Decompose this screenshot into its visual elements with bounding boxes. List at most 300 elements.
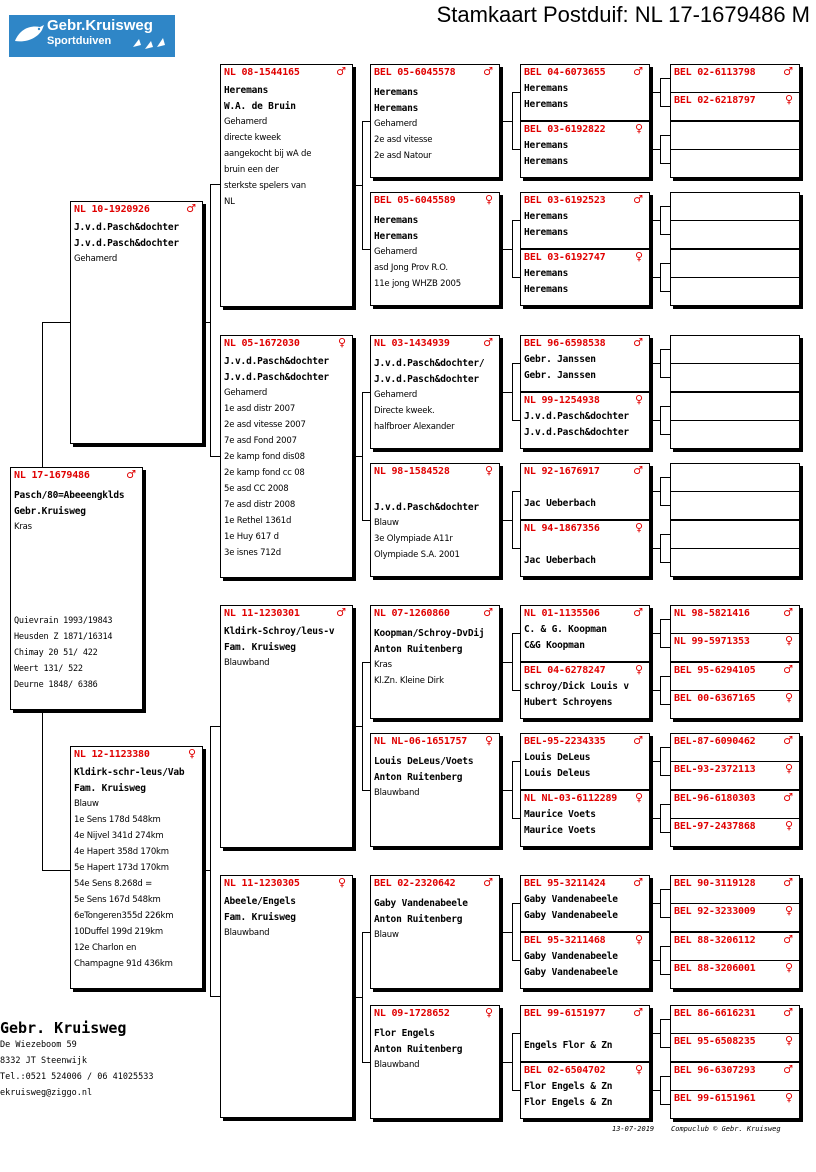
connector-line	[650, 1090, 660, 1091]
sex-icon: ♂	[633, 336, 643, 349]
connector-line	[362, 662, 363, 790]
flock-icon	[131, 35, 171, 53]
pigeon-card-g6-7[interactable]	[670, 277, 800, 306]
pigeon-card-fmf[interactable]	[370, 335, 500, 449]
breeder-name: Gebr. Janssen	[524, 354, 596, 365]
connector-line	[362, 520, 370, 521]
connector-line	[660, 1047, 670, 1048]
breeder-name: J.v.d.Pasch&dochter	[74, 238, 179, 249]
connector-line	[362, 121, 363, 249]
pigeon-card-g6-1[interactable]	[670, 92, 800, 121]
sex-icon: ♂	[633, 464, 643, 477]
ring-number: BEL 99-6151977	[524, 1008, 606, 1019]
connector-line	[500, 121, 512, 122]
connector-line	[512, 1033, 520, 1034]
sex-icon: ♂	[783, 1063, 793, 1076]
ring-number: NL 05-1672030	[224, 338, 300, 349]
connector-line	[660, 434, 670, 435]
sex-icon: ♀	[634, 521, 643, 534]
ring-number: BEL 88-3206112	[674, 935, 756, 946]
breeder-name: J.v.d.Pasch&dochter/	[374, 358, 485, 369]
pigeon-card-g5-5[interactable]	[520, 392, 650, 449]
sex-icon: ♂	[783, 734, 793, 747]
connector-line	[660, 889, 661, 917]
pigeon-card-f[interactable]	[70, 201, 203, 444]
connector-line	[660, 917, 670, 918]
connector-line	[660, 619, 670, 620]
connector-line	[353, 456, 362, 457]
ring-number: NL 99-1254938	[524, 395, 600, 406]
pigeon-card-mfm[interactable]	[370, 733, 500, 847]
breeder-name: Heremans	[524, 211, 569, 222]
pigeon-card-g6-8[interactable]	[670, 335, 800, 364]
info-line: 1e Sens 178d 548km	[74, 815, 161, 825]
pigeon-card-g6-19[interactable]	[670, 690, 800, 719]
ring-number: BEL-87-6090462	[674, 736, 756, 747]
info-line: NL	[224, 197, 235, 207]
ring-number: NL 98-5821416	[674, 608, 750, 619]
pigeon-card-g6-11[interactable]	[670, 420, 800, 449]
ring-number: BEL 03-6192822	[524, 124, 606, 135]
pigeon-card-g6-18[interactable]	[670, 662, 800, 691]
info-line: Kl.Zn. Kleine Dirk	[374, 676, 444, 686]
ring-number: BEL-93-2372113	[674, 764, 756, 775]
pigeon-card-mm[interactable]	[220, 875, 353, 1118]
pigeon-card-g5-13[interactable]	[520, 932, 650, 989]
connector-line	[660, 534, 670, 535]
sex-icon: ♂	[336, 606, 346, 619]
connector-line	[660, 263, 661, 291]
ring-number: BEL 99-6151961	[674, 1093, 756, 1104]
logo-subtitle: Sportduiven	[47, 35, 112, 47]
connector-line	[660, 78, 670, 79]
connector-line	[362, 790, 370, 791]
breeder-name: Gebr. Janssen	[524, 370, 596, 381]
connector-line	[353, 726, 362, 727]
info-line: 7e asd Fond 2007	[224, 436, 297, 446]
sex-icon: ♀	[484, 734, 493, 747]
connector-line	[210, 184, 211, 456]
connector-line	[512, 220, 520, 221]
info-line: 12e Charlon en	[74, 943, 137, 953]
ring-number: BEL 86-6616231	[674, 1008, 756, 1019]
info-line: 3e Olympiade A11r	[374, 534, 453, 544]
breeder-name: Heremans	[374, 87, 419, 98]
breeder-name: Gaby Vandenabeele	[524, 967, 618, 978]
connector-line	[660, 234, 670, 235]
pigeon-card-g6-24[interactable]	[670, 875, 800, 904]
ring-number: BEL 96-6598538	[524, 338, 606, 349]
connector-line	[362, 121, 370, 122]
connector-line	[650, 903, 660, 904]
connector-line	[660, 619, 661, 647]
info-line: Blauw	[74, 799, 99, 809]
sex-icon: ♀	[784, 961, 793, 974]
connector-line	[210, 184, 220, 185]
pigeon-card-g5-2[interactable]	[520, 192, 650, 249]
breeder-name: Heremans	[374, 103, 419, 114]
pigeon-card-g5-4[interactable]	[520, 335, 650, 392]
owner-address-1: De Wiezeboom 59	[0, 1040, 77, 1050]
owner-block	[0, 1019, 154, 1101]
connector-line	[353, 997, 362, 998]
owner-email[interactable]: ekruisweg@ziggo.nl	[0, 1088, 93, 1098]
connector-line	[210, 726, 220, 727]
sex-icon: ♀	[634, 663, 643, 676]
sex-icon: ♂	[483, 876, 493, 889]
ring-number: NL 03-1434939	[374, 338, 450, 349]
ring-number: BEL-97-2437868	[674, 821, 756, 832]
connector-line	[660, 889, 670, 890]
connector-line	[512, 903, 513, 960]
connector-line	[660, 263, 670, 264]
pigeon-card-fmm[interactable]	[370, 463, 500, 577]
pigeon-card-g6-16[interactable]	[670, 605, 800, 634]
sex-icon: ♂	[633, 734, 643, 747]
connector-line	[650, 548, 660, 549]
breeder-name: Heremans	[224, 85, 269, 96]
pigeon-card-g5-3[interactable]	[520, 249, 650, 306]
connector-line	[500, 249, 512, 250]
connector-line	[512, 690, 520, 691]
pigeon-card-g5-11[interactable]	[520, 790, 650, 847]
pigeon-card-g6-10[interactable]	[670, 392, 800, 421]
print-footer	[612, 1125, 781, 1133]
sex-icon: ♂	[483, 65, 493, 78]
sex-icon: ♂	[783, 606, 793, 619]
connector-line	[660, 974, 670, 975]
pigeon-card-g6-23[interactable]	[670, 818, 800, 847]
connector-line	[42, 322, 70, 323]
connector-line	[660, 946, 661, 974]
pigeon-card-g6-15[interactable]	[670, 548, 800, 577]
connector-line	[660, 291, 670, 292]
connector-line	[362, 1062, 370, 1063]
sex-icon: ♂	[633, 193, 643, 206]
breeder-name: J.v.d.Pasch&dochter	[224, 372, 329, 383]
breeder-name: Flor Engels & Zn	[524, 1097, 613, 1108]
pigeon-card-g6-0[interactable]	[670, 64, 800, 93]
pigeon-card-g5-15[interactable]	[520, 1062, 650, 1119]
breeder-name: Louis DeLeus	[524, 752, 591, 763]
connector-line	[660, 1076, 661, 1104]
connector-line	[362, 392, 370, 393]
ring-number: NL 09-1728652	[374, 1008, 450, 1019]
connector-line	[650, 818, 660, 819]
connector-line	[650, 220, 660, 221]
breeder-name: Heremans	[374, 231, 419, 242]
info-line: 1e asd distr 2007	[224, 404, 296, 414]
info-line: aangekocht bij wA de	[224, 149, 312, 159]
connector-line	[512, 92, 513, 149]
breeder-name: Anton Ruitenberg	[374, 772, 463, 783]
sex-icon: ♂	[783, 933, 793, 946]
ring-number: NL 10-1920926	[74, 204, 150, 215]
connector-line	[660, 1019, 661, 1047]
info-line: 1e Rethel 1361d	[224, 516, 292, 526]
breeder-name: Maurice Voets	[524, 825, 596, 836]
ring-number: BEL 95-3211424	[524, 878, 606, 889]
breeder-name: Gebr.Kruisweg	[14, 506, 86, 517]
pigeon-card-g6-3[interactable]	[670, 149, 800, 178]
ring-number: BEL 05-6045589	[374, 195, 456, 206]
pigeon-card-g5-6[interactable]	[520, 463, 650, 520]
connector-line	[362, 249, 370, 250]
info-line: 5e Hapert 173d 170km	[74, 863, 169, 873]
connector-line	[362, 932, 363, 1062]
connector-line	[650, 277, 660, 278]
connector-line	[650, 363, 660, 364]
breeder-name: C&G Koopman	[524, 640, 585, 651]
pigeon-card-ff[interactable]	[220, 64, 353, 307]
connector-line	[660, 106, 670, 107]
info-line: Directe kweek.	[374, 406, 435, 416]
connector-line	[660, 406, 670, 407]
pigeon-card-g5-8[interactable]	[520, 605, 650, 662]
breeder-name: Heremans	[524, 83, 569, 94]
sex-icon: ♂	[483, 606, 493, 619]
breeder-name: J.v.d.Pasch&dochter	[74, 222, 179, 233]
breeder-name: Fam. Kruisweg	[74, 783, 146, 794]
breeder-name: J.v.d.Pasch&dochter	[524, 411, 629, 422]
sex-icon: ♂	[633, 1006, 643, 1019]
breeder-name: Flor Engels	[374, 1028, 435, 1039]
info-line: Gehamerd	[224, 388, 268, 398]
info-line: asd Jong Prov R.O.	[374, 263, 448, 273]
pigeon-card-g6-9[interactable]	[670, 363, 800, 392]
pigeon-card-g6-25[interactable]	[670, 903, 800, 932]
connector-line	[660, 1076, 670, 1077]
pigeon-card-g5-7[interactable]	[520, 520, 650, 577]
pigeon-card-g6-26[interactable]	[670, 932, 800, 961]
connector-line	[203, 870, 210, 871]
connector-line	[42, 710, 43, 870]
connector-line	[660, 1104, 670, 1105]
sex-icon: ♂	[783, 65, 793, 78]
ring-number: BEL 95-6294105	[674, 665, 756, 676]
sex-icon: ♀	[784, 819, 793, 832]
page-title: Stamkaart Postduif: NL 17-1679486 M	[436, 2, 810, 27]
breeder-name: Kldirk-Schroy/leus-v	[224, 626, 335, 637]
pigeon-card-g6-22[interactable]	[670, 790, 800, 819]
logo-title: Gebr.Kruisweg	[47, 17, 153, 34]
sex-icon: ♂	[783, 876, 793, 889]
breeder-name: Fam. Kruisweg	[224, 642, 296, 653]
info-line: 2e asd vitesse 2007	[224, 420, 306, 430]
race-result: Chimay 20 51/ 422	[14, 648, 98, 658]
connector-line	[42, 322, 43, 467]
breeder-name: Jac Ueberbach	[524, 555, 596, 566]
sex-icon: ♂	[483, 336, 493, 349]
breeder-name: Abeele/Engels	[224, 896, 296, 907]
sex-icon: ♂	[336, 65, 346, 78]
pigeon-card-g6-13[interactable]	[670, 491, 800, 520]
pigeon-card-g5-12[interactable]	[520, 875, 650, 932]
connector-line	[660, 206, 670, 207]
pigeon-card-g6-30[interactable]	[670, 1062, 800, 1091]
info-line: 3e isnes 712d	[224, 548, 281, 558]
ring-number: NL 08-1544165	[224, 67, 300, 78]
pigeon-card-mf[interactable]	[220, 605, 353, 848]
connector-line	[500, 932, 512, 933]
connector-line	[650, 1033, 660, 1034]
sex-icon: ♂	[186, 202, 196, 215]
ring-number: BEL 02-6504702	[524, 1065, 606, 1076]
connector-line	[512, 220, 513, 277]
info-line: Blauwband	[224, 658, 270, 668]
connector-line	[210, 726, 211, 997]
info-line: Gehamerd	[374, 247, 418, 257]
ring-number: BEL 88-3206001	[674, 963, 756, 974]
connector-line	[500, 662, 512, 663]
pigeon-card-g5-10[interactable]	[520, 733, 650, 790]
connector-line	[500, 520, 512, 521]
connector-line	[660, 562, 670, 563]
sex-icon: ♀	[634, 122, 643, 135]
sex-icon: ♀	[634, 1063, 643, 1076]
pigeon-card-g6-31[interactable]	[670, 1090, 800, 1119]
breeder-name: Heremans	[524, 227, 569, 238]
connector-line	[660, 804, 670, 805]
sex-icon: ♂	[633, 65, 643, 78]
pigeon-card-g6-14[interactable]	[670, 520, 800, 549]
info-line: bruin een der	[224, 165, 279, 175]
info-line: Kras	[374, 660, 392, 670]
ring-number: BEL 05-6045578	[374, 67, 456, 78]
breeder-name: Pasch/80=Abeeengklds	[14, 490, 125, 501]
pigeon-card-mmm[interactable]	[370, 1005, 500, 1119]
pigeon-card-g5-9[interactable]	[520, 662, 650, 719]
pigeon-card-g6-17[interactable]	[670, 633, 800, 662]
ring-number: BEL 03-6192747	[524, 252, 606, 263]
ring-number: BEL 04-6278247	[524, 665, 606, 676]
info-line: 2e asd vitesse	[374, 135, 433, 145]
race-result: Quievrain 1993/19843	[14, 616, 113, 626]
sex-icon: ♀	[784, 1091, 793, 1104]
connector-line	[42, 870, 70, 871]
connector-line	[353, 185, 362, 186]
connector-line	[650, 960, 660, 961]
connector-line	[660, 704, 670, 705]
info-line: directe kweek	[224, 133, 281, 143]
pigeon-card-g6-2[interactable]	[670, 121, 800, 150]
ring-number: BEL-95-2234335	[524, 736, 606, 747]
breeder-name: Fam. Kruisweg	[224, 912, 296, 923]
info-line: 7e asd distr 2008	[224, 500, 296, 510]
pigeon-card-fm[interactable]	[220, 335, 353, 578]
connector-line	[660, 477, 670, 478]
pigeon-card-g6-4[interactable]	[670, 192, 800, 221]
ring-number: BEL 95-6508235	[674, 1036, 756, 1047]
info-line: 2e kamp fond cc 08	[224, 468, 305, 478]
connector-line	[660, 135, 670, 136]
breeder-name: Heremans	[524, 140, 569, 151]
pigeon-card-mff[interactable]	[370, 605, 500, 719]
sex-icon: ♀	[187, 747, 196, 760]
pigeon-card-g6-5[interactable]	[670, 220, 800, 249]
ring-number: NL 12-1123380	[74, 749, 150, 760]
connector-line	[660, 647, 670, 648]
sex-icon: ♂	[633, 876, 643, 889]
connector-line	[512, 548, 520, 549]
breeder-name: Anton Ruitenberg	[374, 914, 463, 925]
club-logo	[9, 15, 175, 57]
race-result: Weert 131/ 522	[14, 664, 83, 674]
connector-line	[660, 377, 670, 378]
ring-number: NL 11-1230305	[224, 878, 300, 889]
info-line: Gehamerd	[374, 119, 418, 129]
connector-line	[512, 633, 513, 690]
breeder-name: Gaby Vandenabeele	[524, 951, 618, 962]
connector-line	[660, 534, 661, 562]
breeder-name: Heremans	[524, 268, 569, 279]
connector-line	[660, 747, 670, 748]
connector-line	[650, 491, 660, 492]
pigeon-card-g6-21[interactable]	[670, 761, 800, 790]
ring-number: BEL 95-3211468	[524, 935, 606, 946]
sex-icon: ♀	[634, 933, 643, 946]
connector-line	[512, 761, 513, 818]
info-line: 6eTongeren355d 226km	[74, 911, 174, 921]
info-line: Blauwband	[374, 1060, 420, 1070]
ring-number: NL 11-1230301	[224, 608, 300, 619]
owner-phone: Tel.:0521 524006 / 06 41025533	[0, 1072, 154, 1082]
breeder-name: Gaby Vandenabeele	[524, 894, 618, 905]
sex-icon: ♀	[484, 193, 493, 206]
pigeon-card-ffm[interactable]	[370, 192, 500, 306]
sex-icon: ♂	[783, 1006, 793, 1019]
pigeon-card-g6-28[interactable]	[670, 1005, 800, 1034]
ring-number: NL NL-03-6112289	[524, 793, 618, 804]
pigeon-card-g6-6[interactable]	[670, 249, 800, 278]
connector-line	[512, 420, 520, 421]
connector-line	[210, 996, 220, 997]
pigeon-card-g6-29[interactable]	[670, 1033, 800, 1062]
info-line: 5e Sens 167d 548km	[74, 895, 161, 905]
pigeon-card-fff[interactable]	[370, 64, 500, 178]
connector-line	[512, 818, 520, 819]
breeder-name: Heremans	[524, 156, 569, 167]
connector-line	[500, 1062, 512, 1063]
sex-icon: ♀	[784, 762, 793, 775]
sex-icon: ♀	[784, 634, 793, 647]
pigeon-card-m[interactable]	[70, 746, 203, 989]
pigeon-card-g5-1[interactable]	[520, 121, 650, 178]
connector-line	[660, 477, 661, 505]
pigeon-card-g5-0[interactable]	[520, 64, 650, 121]
pigeon-card-subject[interactable]	[10, 467, 143, 710]
sex-icon: ♀	[484, 464, 493, 477]
connector-line	[660, 946, 670, 947]
ring-number: BEL 92-3233009	[674, 906, 756, 917]
pigeon-card-mmf[interactable]	[370, 875, 500, 989]
connector-line	[362, 392, 363, 520]
breeder-name: Gaby Vandenabeele	[374, 898, 468, 909]
info-line: 1e Huy 617 d	[224, 532, 279, 542]
pigeon-card-g6-12[interactable]	[670, 463, 800, 492]
sex-icon: ♀	[784, 904, 793, 917]
ring-number: NL 98-1584528	[374, 466, 450, 477]
breeder-name: C. & G. Koopman	[524, 624, 607, 635]
connector-line	[512, 960, 520, 961]
sex-icon: ♂	[126, 468, 136, 481]
race-result: Deurne 1848/ 6386	[14, 680, 98, 690]
pigeon-card-g5-14[interactable]	[520, 1005, 650, 1062]
sex-icon: ♀	[784, 93, 793, 106]
pigeon-card-g6-27[interactable]	[670, 960, 800, 989]
pigeon-card-g6-20[interactable]	[670, 733, 800, 762]
breeder-name: Koopman/Schroy-DvDij	[374, 628, 485, 639]
